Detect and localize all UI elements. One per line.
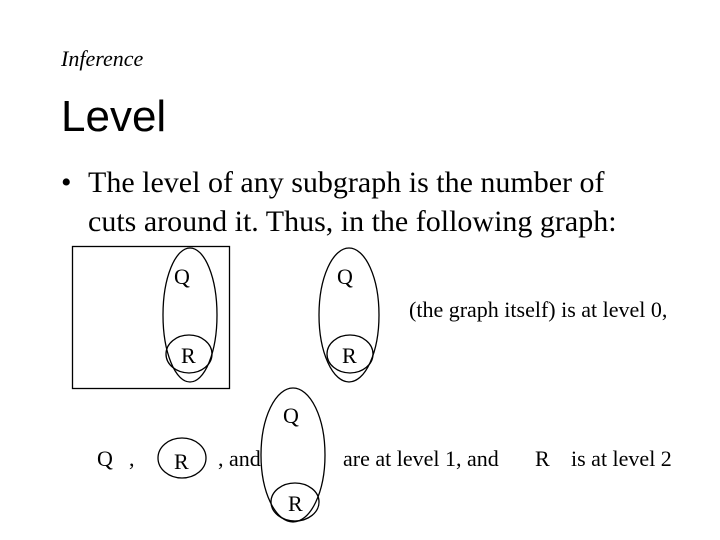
graph-q-right: Q — [337, 264, 353, 289]
bottom-r-level2: R — [535, 446, 550, 471]
page-title: Level — [61, 92, 167, 141]
bottom-r-single: R — [174, 449, 189, 474]
section-label: Inference — [61, 46, 144, 71]
graph-q-left: Q — [174, 264, 190, 289]
bullet-line-1: The level of any subgraph is the number of — [88, 166, 605, 199]
level-2-text: is at level 2 — [571, 446, 672, 471]
graph-r-left: R — [181, 343, 196, 368]
bottom-q-single: Q — [97, 446, 113, 471]
level-1-text: are at level 1, and — [343, 446, 499, 471]
graph-r-right: R — [342, 343, 357, 368]
bullet-marker: • — [61, 166, 72, 199]
bottom-and-text: , and — [218, 446, 261, 471]
bullet-line-2: cuts around it. Thus, in the following graph: — [88, 205, 617, 238]
bottom-r-stack: R — [288, 491, 303, 516]
bottom-comma: , — [129, 446, 135, 471]
bottom-q-stack: Q — [283, 403, 299, 428]
level-0-caption: (the graph itself) is at level 0, — [409, 297, 668, 322]
